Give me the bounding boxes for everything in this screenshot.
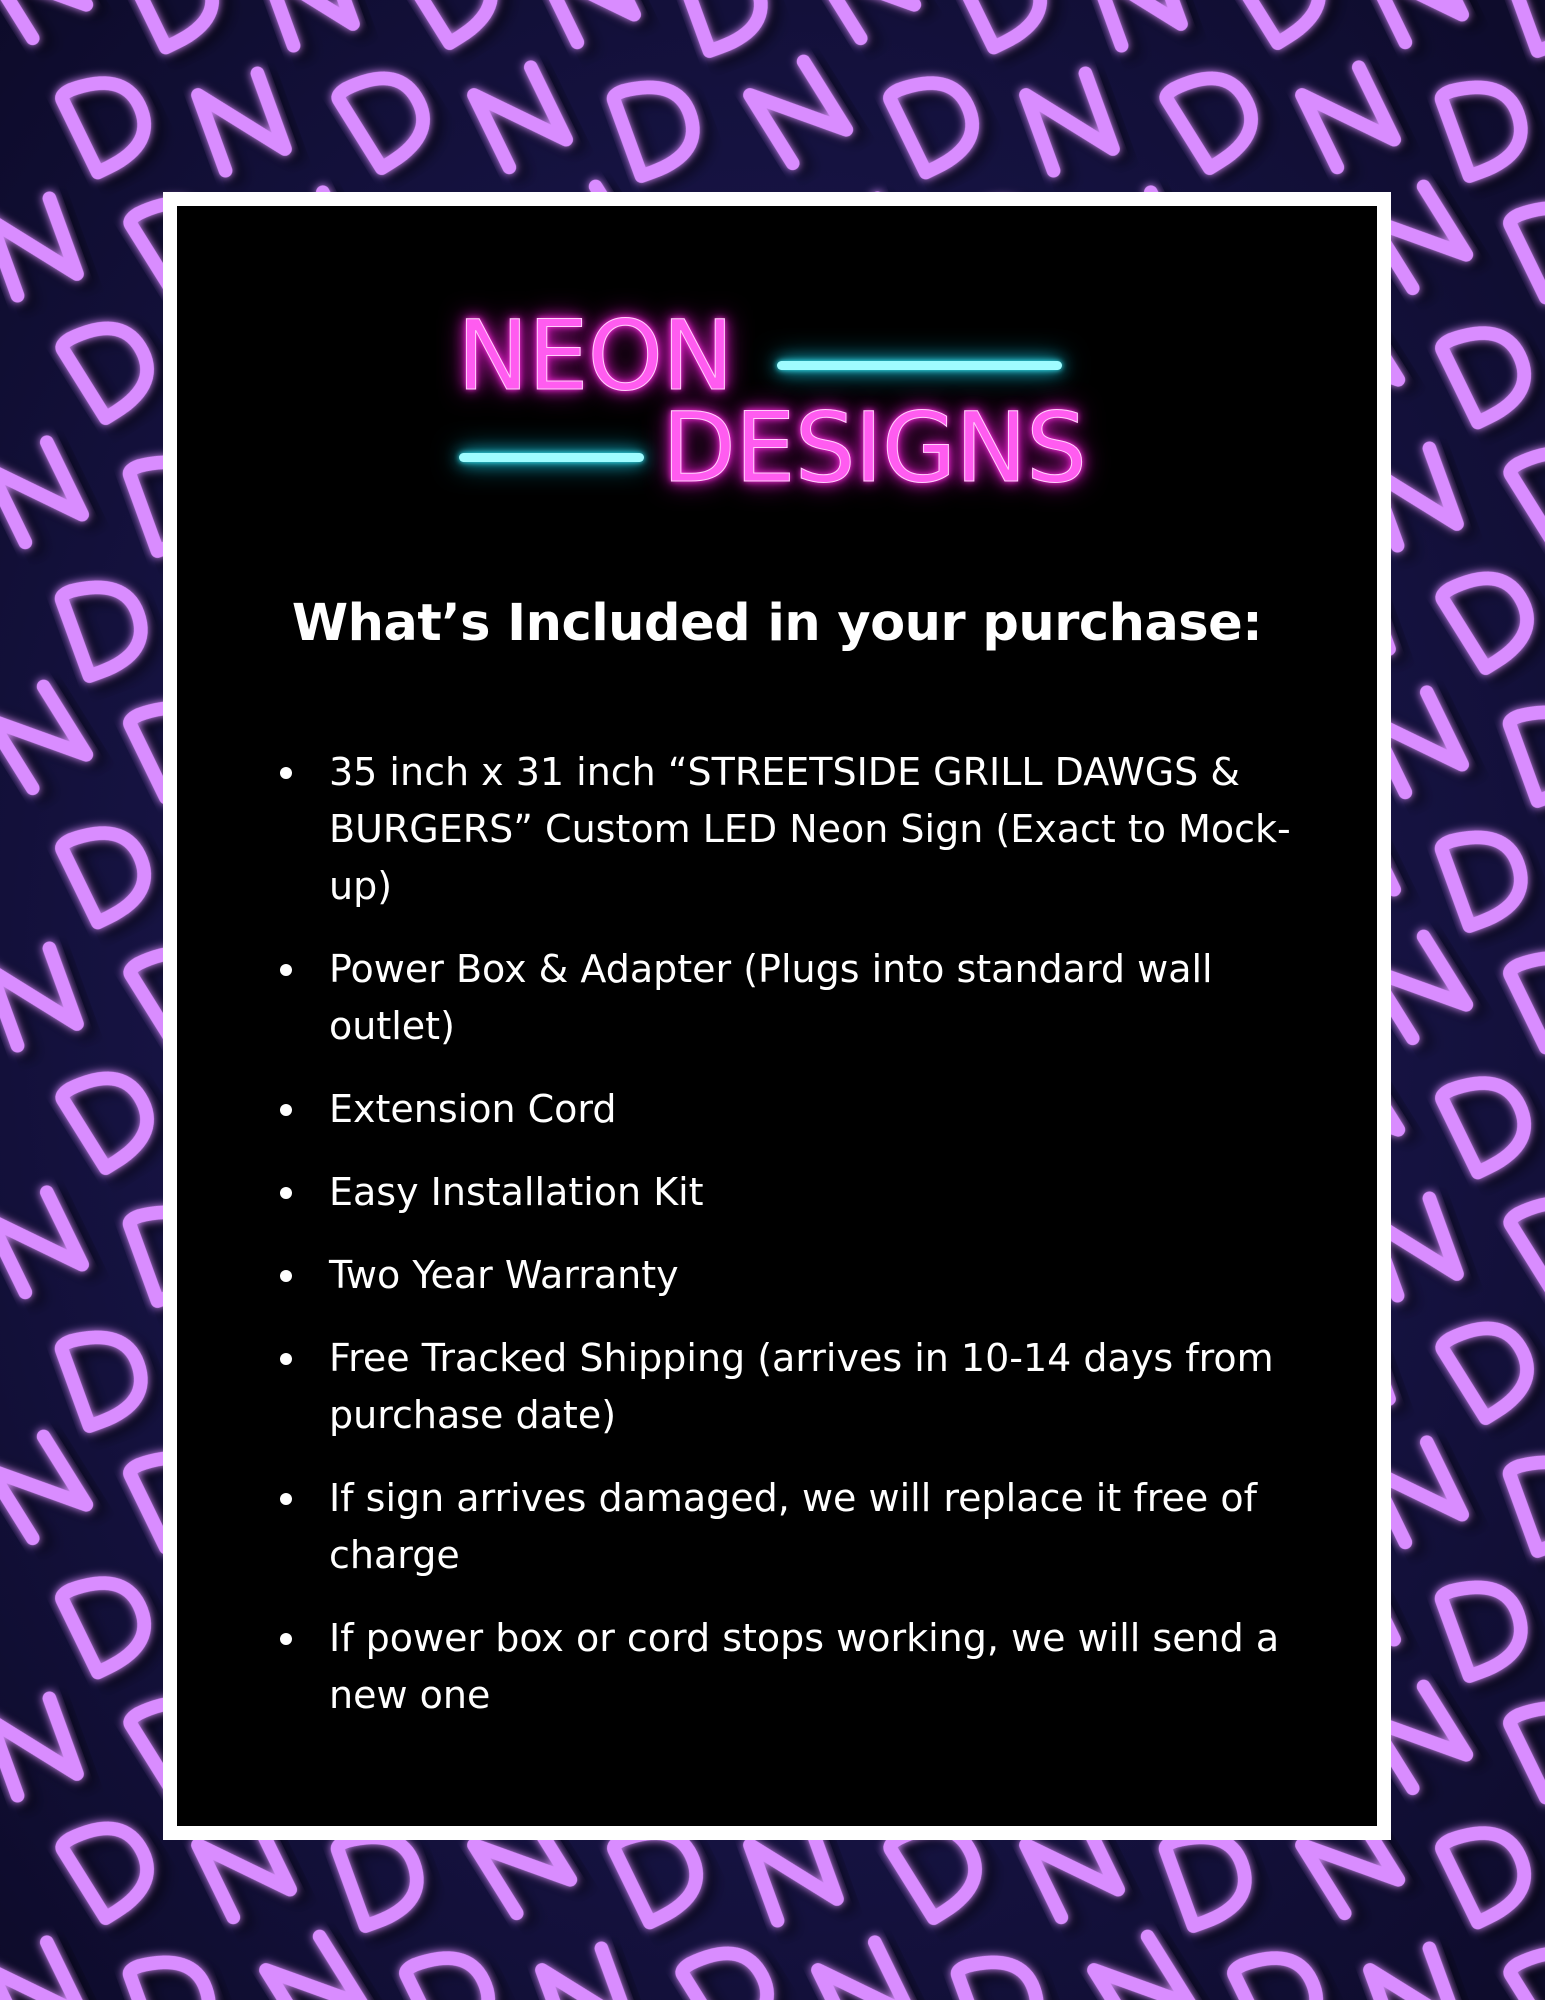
pattern-letter: [404, 0, 517, 51]
pattern-letter: [60, 1806, 173, 1926]
pattern-letter: [1302, 64, 1404, 175]
bullet-icon: [280, 767, 292, 779]
pattern-letter: [1440, 820, 1542, 935]
pattern-letter: [60, 1563, 168, 1681]
pattern-letter: [1440, 313, 1545, 431]
bullet-icon: [280, 1104, 292, 1116]
pattern-letter: [1508, 1181, 1545, 1301]
pattern-letter: [888, 63, 996, 181]
neon-designs-logo: [457, 300, 1107, 526]
pattern-letter: [1094, 0, 1191, 54]
list-item-text: If sign arrives damaged, we will replace it free of charge: [329, 1476, 1257, 1577]
included-items-list: [272, 744, 1332, 1750]
pattern-letter: [60, 1320, 162, 1435]
pattern-letter: [0, 1433, 97, 1546]
pattern-letter: [1440, 556, 1545, 676]
list-item-text: If power box or cord stops working, we will send a new one: [329, 1616, 1280, 1717]
list-item: [272, 1610, 1332, 1724]
pattern-letter: [474, 64, 576, 175]
pattern-letter: [198, 71, 295, 179]
pattern-letter: [680, 1931, 793, 2000]
list-item-text: Two Year Warranty: [329, 1253, 679, 1297]
pattern-letter: [1508, 1688, 1545, 1806]
pattern-letter: [1094, 1933, 1201, 2000]
pattern-letter: [266, 0, 363, 54]
pattern-letter: [0, 439, 92, 550]
pattern-letter: [266, 1933, 373, 2000]
bullet-icon: [280, 1270, 292, 1282]
pattern-letter: [60, 813, 168, 931]
pattern-letter: [1440, 1570, 1542, 1685]
pattern-letter: [0, 196, 87, 304]
pattern-letter: [612, 70, 714, 185]
logo-cyan-bar-bottom: [459, 453, 644, 462]
list-item: [272, 1164, 1332, 1221]
list-item: [272, 744, 1332, 915]
pattern-letter: [60, 1056, 173, 1176]
bullet-icon: [280, 1633, 292, 1645]
pattern-letter: [1370, 0, 1472, 51]
pattern-letter: [0, 0, 97, 46]
logo-cyan-bar-top: [777, 361, 1062, 370]
pattern-letter: [1508, 0, 1545, 60]
pattern-letter: [818, 1939, 920, 2000]
list-item-text: Free Tracked Shipping (arrives in 10-14 days from purchase date): [329, 1336, 1274, 1437]
pattern-letter: [128, 0, 236, 56]
pattern-letter: [1508, 188, 1545, 306]
included-heading: What’s Included in your purchase:: [291, 594, 1263, 653]
pattern-letter: [60, 63, 168, 181]
pattern-letter: [60, 306, 173, 426]
pattern-letter: [1370, 1946, 1467, 2000]
list-item: [272, 941, 1332, 1055]
pattern-letter: [1232, 1938, 1340, 2000]
logo-word-neon: NEON: [457, 300, 733, 412]
pattern-letter: [956, 1945, 1058, 2000]
pattern-letter: [1440, 1306, 1545, 1426]
pattern-letter: [956, 0, 1064, 56]
pattern-letter: [542, 1946, 639, 2000]
list-item: [272, 1081, 1332, 1138]
pattern-letter: [1440, 1813, 1545, 1931]
pattern-letter: [1232, 0, 1345, 51]
pattern-letter: [128, 1945, 230, 2000]
pattern-letter: [0, 946, 87, 1054]
bullet-icon: [280, 1493, 292, 1505]
pattern-letter: [60, 570, 162, 685]
pattern-letter: [0, 1939, 92, 2000]
pattern-letter: [0, 1189, 92, 1300]
pattern-letter: [404, 1938, 512, 2000]
list-item: [272, 1330, 1332, 1444]
pattern-letter: [1508, 695, 1545, 810]
pattern-letter: [0, 1696, 87, 1804]
pattern-letter: [1026, 71, 1123, 179]
pattern-letter: [1440, 1063, 1545, 1181]
pattern-letter: [750, 58, 857, 171]
bullet-icon: [280, 1187, 292, 1199]
list-item-text: 35 inch x 31 inch “STREETSIDE GRILL DAWGS & BURGERS” Custom LED Neon Sign (Exact to Mock-up): [329, 750, 1291, 908]
pattern-letter: [1508, 938, 1545, 1056]
pattern-letter: [1508, 431, 1545, 551]
logo-word-designs: DESIGNS: [662, 392, 1086, 504]
pattern-letter: [680, 0, 782, 60]
content-panel: [163, 192, 1391, 1840]
list-item: [272, 1247, 1332, 1304]
list-item-text: Power Box & Adapter (Plugs into standard wall outlet): [329, 947, 1213, 1048]
bullet-icon: [280, 1353, 292, 1365]
bullet-icon: [280, 964, 292, 976]
pattern-letter: [1440, 70, 1542, 185]
list-item-text: Easy Installation Kit: [329, 1170, 704, 1214]
pattern-letter: [818, 0, 925, 46]
pattern-letter: [542, 0, 644, 51]
pattern-letter: [1164, 56, 1277, 176]
list-item: [272, 1470, 1332, 1584]
pattern-letter: [1508, 1445, 1545, 1560]
pattern-letter: [1508, 1931, 1545, 2000]
pattern-letter: [0, 683, 97, 796]
list-item-text: Extension Cord: [329, 1087, 617, 1131]
pattern-letter: [336, 56, 449, 176]
